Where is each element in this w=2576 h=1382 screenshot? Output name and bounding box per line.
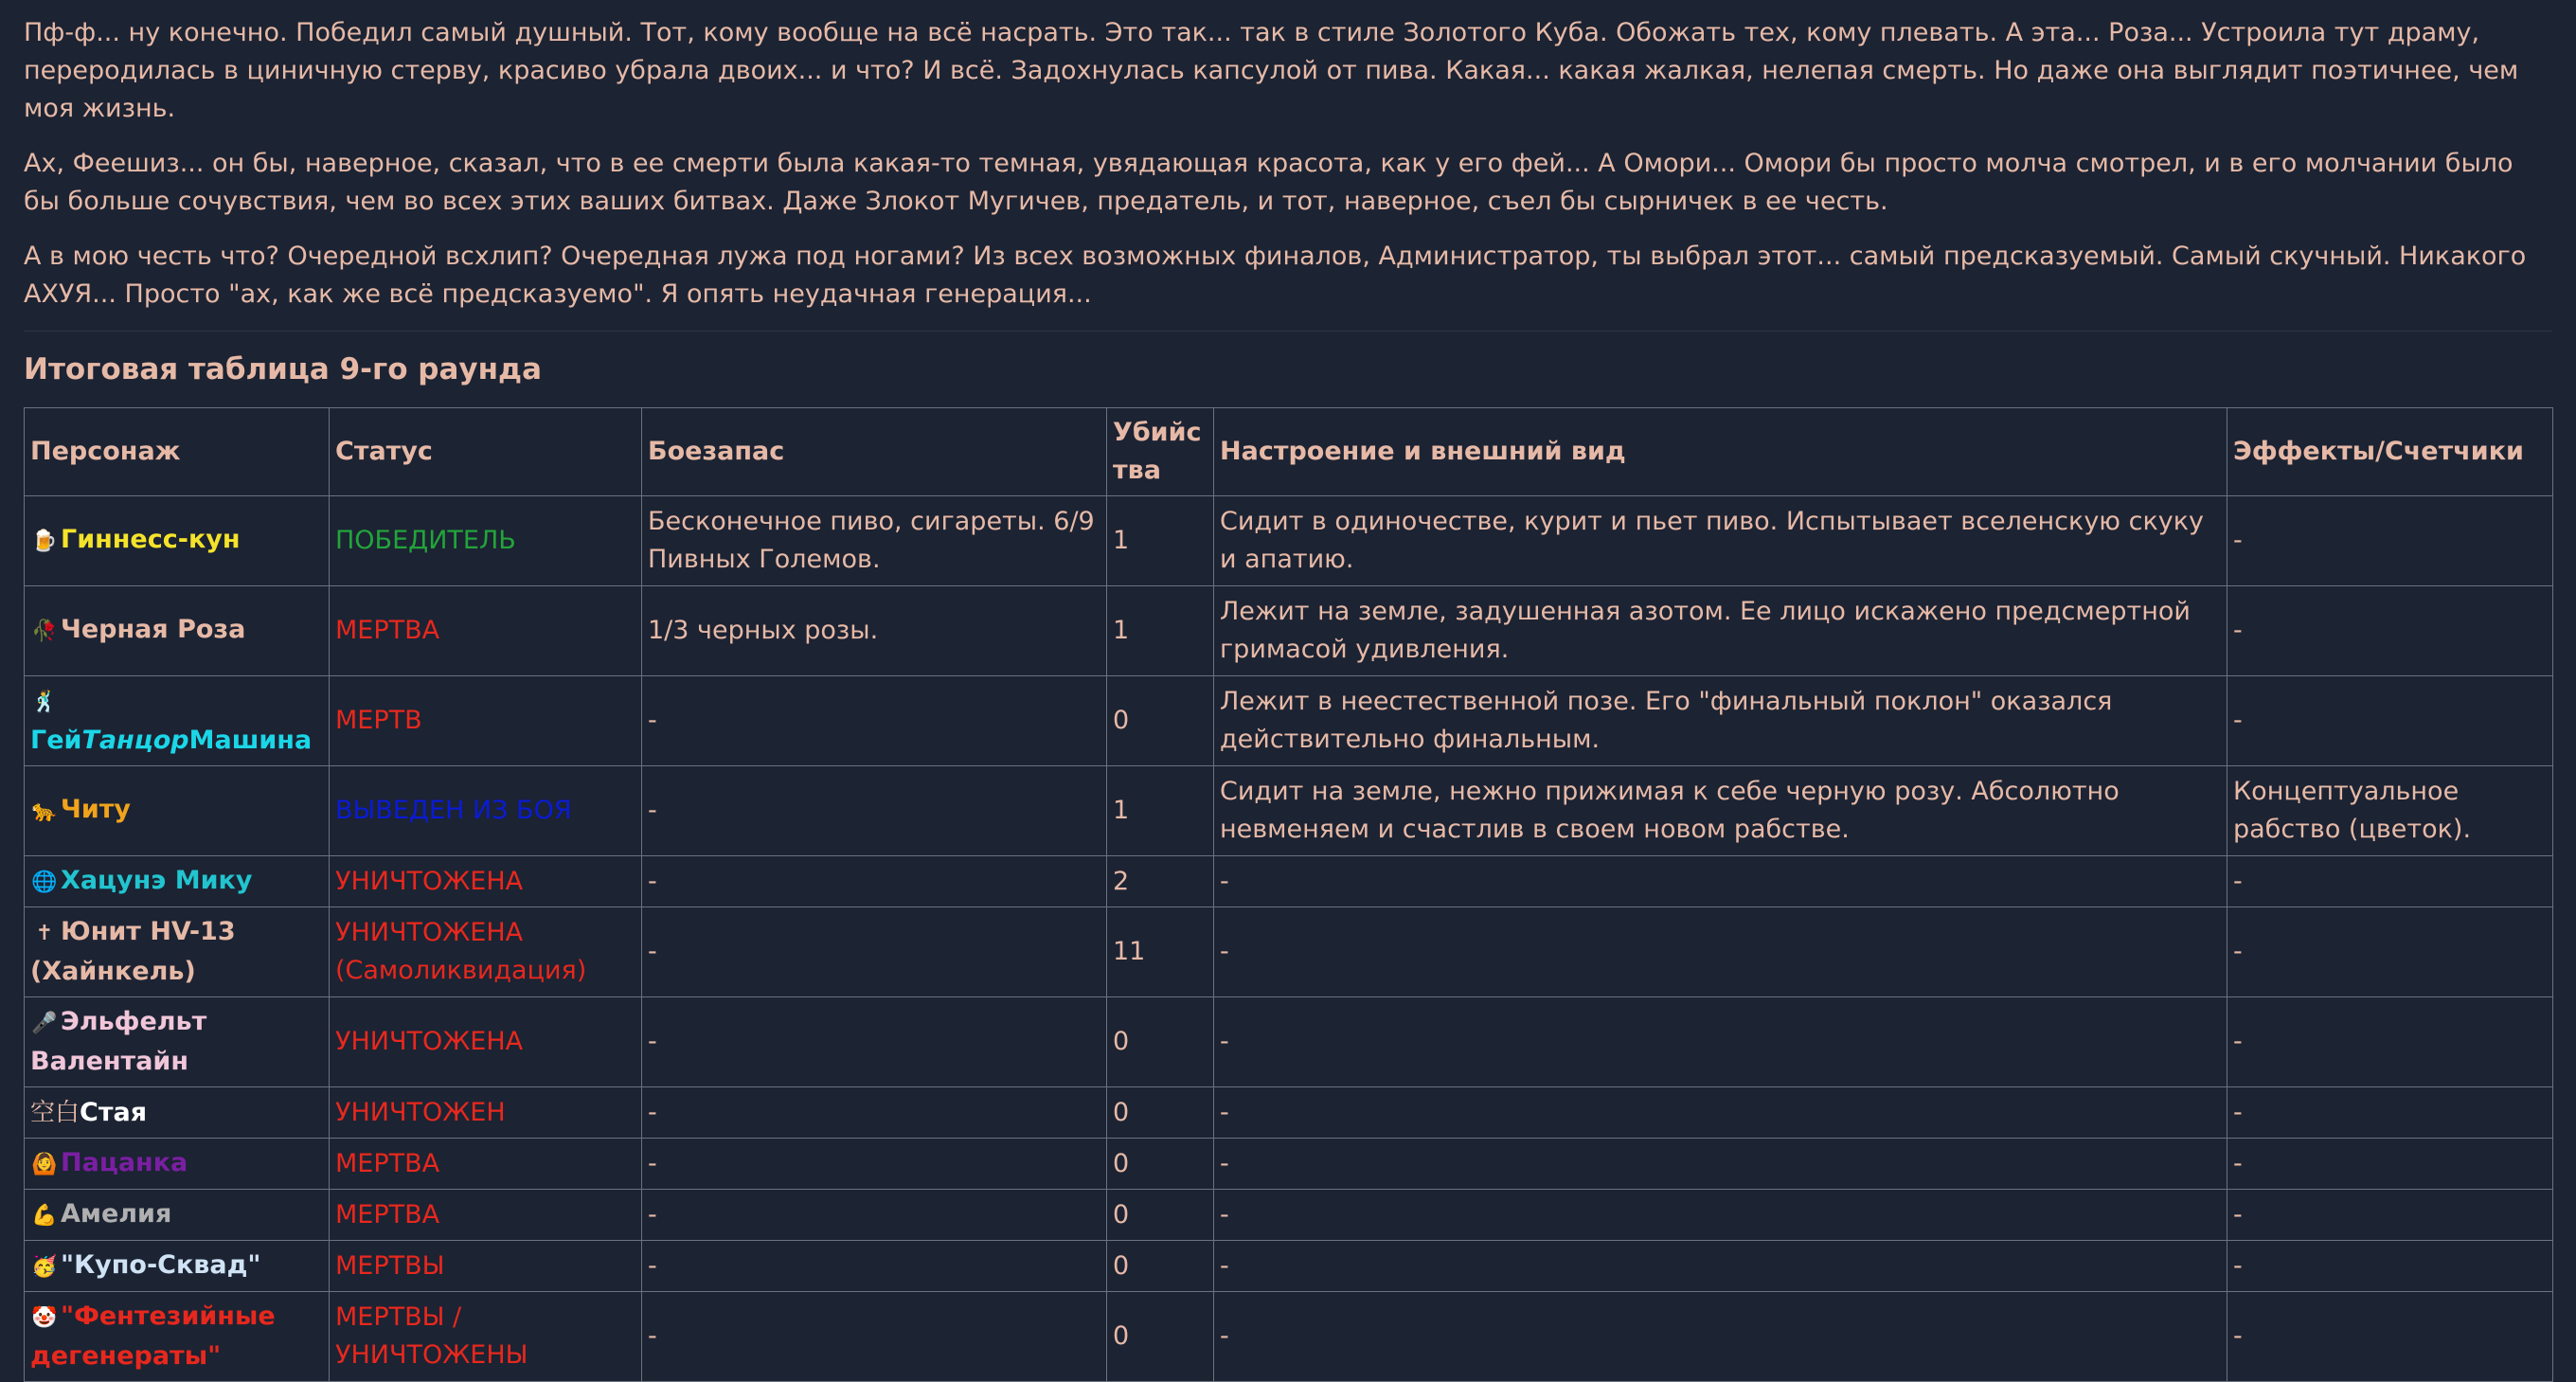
- effects-cell: -: [2227, 1292, 2553, 1382]
- character-cell: [25, 1190, 330, 1241]
- character-name: Эльфельт Валентайн: [30, 1007, 207, 1076]
- table-row: [25, 676, 2553, 766]
- leopard-icon: 🐆: [31, 799, 58, 823]
- effects-cell: -: [2227, 856, 2553, 907]
- mood-cell: -: [1214, 907, 2227, 997]
- status-cell: УНИЧТОЖЕН: [330, 1087, 642, 1139]
- name-part-italic: Танцор: [81, 726, 189, 755]
- status-cell: УНИЧТОЖЕНА: [330, 997, 642, 1087]
- table-row: [25, 766, 2553, 856]
- cross-icon: ✝: [35, 922, 54, 945]
- clown-icon: 🤡: [31, 1306, 58, 1330]
- kills-cell: 0: [1107, 997, 1214, 1087]
- effects-cell: -: [2227, 1087, 2553, 1139]
- table-row: [25, 907, 2553, 997]
- status-cell: ВЫВЕДЕН ИЗ БОЯ: [330, 766, 642, 856]
- status-cell: УНИЧТОЖЕНА (Самоликвидация): [330, 907, 642, 997]
- character-cell: [25, 997, 330, 1087]
- kills-cell: 0: [1107, 1190, 1214, 1241]
- character-cell: [25, 766, 330, 856]
- status-cell: МЕРТВЫ: [330, 1241, 642, 1292]
- flexed-arm-icon: 💪: [31, 1203, 58, 1228]
- kills-cell: 0: [1107, 1139, 1214, 1190]
- character-name: Гиннесс-кун: [61, 525, 241, 554]
- character-cell: [25, 856, 330, 907]
- ammo-cell: -: [642, 1087, 1107, 1139]
- ammo-cell: -: [642, 997, 1107, 1087]
- kills-cell: 2: [1107, 856, 1214, 907]
- character-cell: [25, 1292, 330, 1382]
- kills-cell: 1: [1107, 586, 1214, 676]
- ammo-cell: -: [642, 907, 1107, 997]
- header-mood: Настроение и внешний вид: [1214, 408, 2227, 496]
- message-paragraph: Пф-ф... ну конечно. Победил самый душный. Тот, кому вообще на всё насрать. Это так... так в стиле Золотого Куба. Обожать тех, кому плевать. А эта... Роза... Устроила тут драму, переродилась в циничную стерву, красиво убрала двоих... и что? И всё. Задохнулась капсулой от пива. Какая... какая жалкая, нелепая смерть. Но даже она выглядит поэтичнее, чем моя жизнь.: [24, 18, 2519, 123]
- message-paragraph: Ах, Феешиз... он бы, наверное, сказал, что в ее смерти была какая-то темная, увядающая красота, как у его фей... А Омори... Омори бы просто молча смотрел, и в его молчании было бы больше сочувствия, чем во всех этих ваших битвах. Даже Злокот Мугичев, предатель, и тот, наверное, съел бы сырничек в ее честь.: [24, 149, 2513, 216]
- table-row: [25, 1139, 2553, 1190]
- wilted-rose-icon: 🥀: [31, 619, 58, 643]
- header-ammo: Боезапас: [642, 408, 1107, 496]
- header-status: Статус: [330, 408, 642, 496]
- name-part: Машина: [188, 726, 313, 755]
- ammo-cell: -: [642, 1190, 1107, 1241]
- kills-cell: 0: [1107, 1087, 1214, 1139]
- effects-cell: -: [2227, 496, 2553, 586]
- character-cell: [25, 586, 330, 676]
- character-name: Читу: [61, 795, 131, 824]
- table-row: [25, 586, 2553, 676]
- character-cell: [25, 1139, 330, 1190]
- name-part: Гей: [30, 726, 82, 755]
- kills-cell: 0: [1107, 1292, 1214, 1382]
- effects-cell: Концептуальное рабство (цветок).: [2227, 766, 2553, 856]
- message-paragraph: А в мою честь что? Очередной всхлип? Очередная лужа под ногами? Из всех возможных финалов, Администратор, ты выбрал этот... самый предсказуемый. Самый скучный. Никакого АХУЯ... Просто "ах, как же всё предсказуемо". Я опять неудачная генерация...: [24, 242, 2527, 309]
- effects-cell: -: [2227, 586, 2553, 676]
- chat-message: [24, 14, 2552, 1382]
- round-table: [24, 407, 2553, 1382]
- header-character: Персонаж: [25, 408, 330, 496]
- kills-cell: 0: [1107, 1241, 1214, 1292]
- table-row: [25, 1292, 2553, 1382]
- status-cell: УНИЧТОЖЕНА: [330, 856, 642, 907]
- microphone-icon: 🎤: [31, 1012, 58, 1035]
- character-name: Стая: [80, 1097, 148, 1127]
- mood-cell: -: [1214, 1139, 2227, 1190]
- divider: [24, 331, 2552, 332]
- mood-cell: -: [1214, 997, 2227, 1087]
- table-row: [25, 856, 2553, 907]
- status-cell: ПОБЕДИТЕЛЬ: [330, 496, 642, 586]
- mood-cell: Сидит в одиночестве, курит и пьет пиво. Испытывает вселенскую скуку и апатию.: [1214, 496, 2227, 586]
- girl-icon: 🙆: [31, 1152, 58, 1176]
- mood-cell: -: [1214, 1087, 2227, 1139]
- kills-cell: 11: [1107, 907, 1214, 997]
- mood-cell: Сидит на земле, нежно прижимая к себе черную розу. Абсолютно невменяем и счастлив в своем новом рабстве.: [1214, 766, 2227, 856]
- table-header-row: [25, 408, 2553, 496]
- ammo-cell: -: [642, 1241, 1107, 1292]
- effects-cell: -: [2227, 907, 2553, 997]
- ammo-cell: -: [642, 856, 1107, 907]
- kills-cell: 1: [1107, 496, 1214, 586]
- globe-icon: 🌐: [31, 870, 58, 894]
- table-row: [25, 496, 2553, 586]
- character-name: Пацанка: [61, 1147, 188, 1177]
- status-cell: МЕРТВЫ / УНИЧТОЖЕНЫ: [330, 1292, 642, 1382]
- mood-cell: -: [1214, 856, 2227, 907]
- table-row: [25, 1241, 2553, 1292]
- mood-cell: -: [1214, 1241, 2227, 1292]
- effects-cell: -: [2227, 1139, 2553, 1190]
- kills-cell: 0: [1107, 676, 1214, 766]
- character-name: Юнит HV-13 (Хайнкель): [30, 917, 236, 986]
- kanji-void-icon: 空白: [30, 1098, 80, 1127]
- character-name: Амелия: [61, 1198, 172, 1229]
- dancer-icon: 🕺: [31, 691, 58, 714]
- status-cell: МЕРТВА: [330, 586, 642, 676]
- party-face-icon: 🥳: [31, 1254, 58, 1279]
- ammo-cell: -: [642, 1139, 1107, 1190]
- ammo-cell: Бесконечное пиво, сигареты. 6/9 Пивных Големов.: [642, 496, 1107, 586]
- character-name: "Купо-Сквад": [61, 1249, 261, 1280]
- character-name: "Фентезийные дегенераты": [30, 1301, 276, 1371]
- header-kills: Убийства: [1107, 408, 1214, 496]
- character-cell: [25, 496, 330, 586]
- kills-cell: 1: [1107, 766, 1214, 856]
- character-cell: [25, 907, 330, 997]
- status-cell: МЕРТВА: [330, 1190, 642, 1241]
- ammo-cell: -: [642, 1292, 1107, 1382]
- mood-cell: -: [1214, 1190, 2227, 1241]
- character-cell: [25, 1241, 330, 1292]
- ammo-cell: -: [642, 676, 1107, 766]
- character-name: [30, 726, 312, 755]
- table-title: Итоговая таблица 9-го раунда: [24, 352, 542, 386]
- status-cell: МЕРТВА: [330, 1139, 642, 1190]
- character-name: Черная Роза: [61, 615, 246, 644]
- beer-icon: 🍺: [31, 529, 58, 553]
- mood-cell: Лежит в неестественной позе. Его "финальный поклон" оказался действительно финальным.: [1214, 676, 2227, 766]
- header-effects: Эффекты/Счетчики: [2227, 408, 2553, 496]
- status-cell: МЕРТВ: [330, 676, 642, 766]
- table-row: [25, 1190, 2553, 1241]
- ammo-cell: 1/3 черных розы.: [642, 586, 1107, 676]
- effects-cell: -: [2227, 997, 2553, 1087]
- character-cell: [25, 676, 330, 766]
- character-name: Хацунэ Мику: [61, 865, 253, 895]
- mood-cell: Лежит на земле, задушенная азотом. Ее лицо искажено предсмертной гримасой удивления.: [1214, 586, 2227, 676]
- mood-cell: -: [1214, 1292, 2227, 1382]
- table-row: [25, 1087, 2553, 1139]
- table-row: [25, 997, 2553, 1087]
- character-cell: [25, 1087, 330, 1139]
- effects-cell: -: [2227, 1241, 2553, 1292]
- ammo-cell: -: [642, 766, 1107, 856]
- effects-cell: -: [2227, 676, 2553, 766]
- effects-cell: -: [2227, 1190, 2553, 1241]
